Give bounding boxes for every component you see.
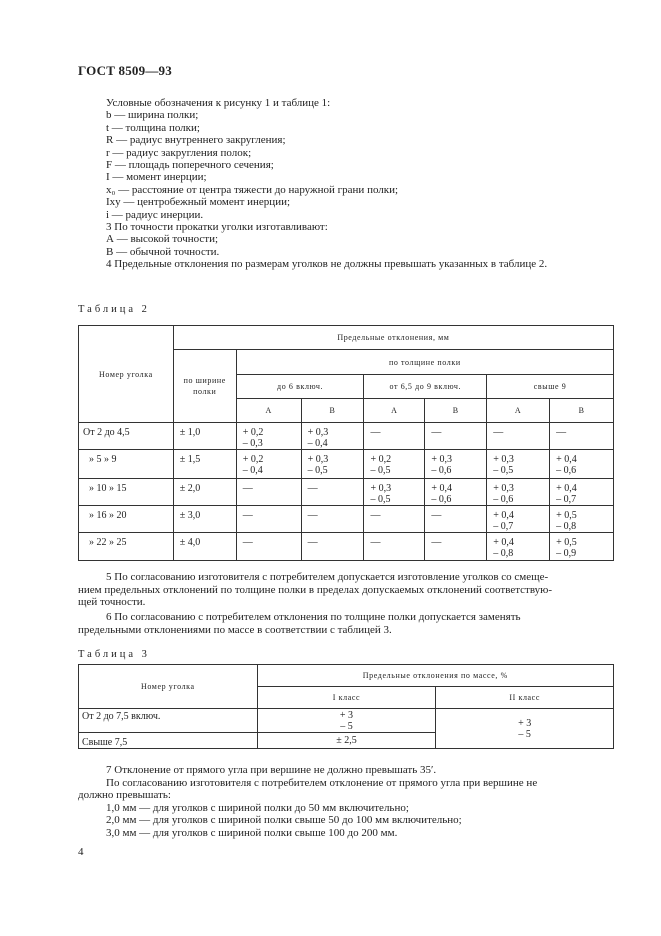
- tolerance-cell: [236, 506, 301, 533]
- tolerance-cell: [487, 423, 550, 450]
- tolerance-minus: – 5: [518, 728, 531, 740]
- tolerance-cell: [487, 533, 550, 561]
- tolerance-minus: – 0,3: [242, 438, 263, 449]
- tolerance-cell: [301, 533, 364, 561]
- table3-header-number: Номер уголка: [79, 665, 258, 709]
- table2-header-b: В: [301, 399, 364, 423]
- tolerance-cell: [425, 479, 487, 506]
- tolerance-minus: – 0,6: [493, 494, 514, 505]
- table2-header-group1: до 6 включ.: [236, 375, 364, 399]
- text-line: 6 По согласованию с потребителем отклонения по толщине полки допускается заменять: [106, 611, 521, 623]
- tolerance-minus: – 0,6: [431, 494, 452, 505]
- tolerance-minus: – 5: [340, 720, 353, 732]
- tolerance-plus: + 0,4: [431, 483, 452, 494]
- tolerance-plus: + 0,4: [556, 483, 577, 494]
- tolerance-cell: [301, 506, 364, 533]
- text-line: 2,0 мм — для уголков с шириной полки свыше 50 до 100 мм включительно;: [106, 814, 462, 827]
- table-row: [79, 533, 614, 561]
- tolerance-cell: [425, 423, 487, 450]
- tolerance-value: —: [431, 427, 442, 438]
- tolerance-cell: [364, 450, 425, 479]
- tolerance-plus: + 3: [339, 709, 354, 721]
- tolerance-plus: + 3: [518, 717, 532, 729]
- text-line: нием предельных отклонений по толщине полки в пределах допускаемых отклонений соответствую-: [78, 583, 553, 596]
- tolerance-plus: + 0,4: [493, 537, 514, 548]
- tolerance-value: —: [242, 537, 253, 548]
- angle-number-cell: Свыше 7,5: [79, 733, 258, 749]
- tolerance-value: —: [431, 537, 442, 548]
- table3-header-class1: I класс: [257, 687, 436, 709]
- tolerance-cell: [301, 450, 364, 479]
- tolerance-cell: [301, 423, 364, 450]
- tolerance-value: —: [493, 427, 504, 438]
- tolerance-plus: + 0,2: [242, 454, 264, 465]
- text-line: 1,0 мм — для уголков с шириной полки до 50 мм включительно;: [106, 801, 409, 814]
- tolerance-cell: [364, 506, 425, 533]
- text-line: щей точности.: [78, 596, 146, 609]
- tolerance-cell: [236, 479, 301, 506]
- table2-header-group2: от 6,5 до 9 включ.: [364, 375, 487, 399]
- tolerance-plus: + 0,2: [370, 454, 392, 465]
- tolerance-cell: [550, 423, 614, 450]
- tolerance-cell: [425, 533, 487, 561]
- legend-line: t — толщина полки;: [106, 121, 200, 134]
- tolerance-value: —: [370, 537, 381, 548]
- angle-number-cell: От 2 до 4,5: [79, 423, 174, 450]
- tolerance-plus: + 0,4: [556, 454, 577, 465]
- tolerance-cell: [487, 450, 550, 479]
- tolerance-cell: [550, 533, 614, 561]
- legend-line: 3 По точности прокатки уголки изготавливают:: [106, 221, 328, 234]
- paragraph-6: [78, 611, 614, 636]
- paragraph-7: [78, 764, 614, 840]
- tolerance-minus: – 0,8: [556, 521, 577, 532]
- tolerance-value: —: [370, 427, 381, 438]
- tolerance-value: —: [242, 510, 253, 521]
- tolerance-cell: [550, 506, 614, 533]
- tolerance-cell: [301, 479, 364, 506]
- page-number: 4: [78, 846, 84, 858]
- tolerance-cell: [364, 423, 425, 450]
- tolerance-cell: [425, 450, 487, 479]
- legend-line: R — радиус внутреннего закругления;: [106, 134, 286, 147]
- tolerance-minus: – 0,8: [493, 548, 514, 559]
- table3-header-limits: Предельные отклонения по массе, %: [257, 665, 613, 687]
- tolerance-plus: + 0,2: [242, 427, 264, 438]
- table2-caption: Таблица 2: [78, 304, 150, 315]
- legend-block: [106, 97, 547, 271]
- tolerance-cell: [364, 479, 425, 506]
- tolerance-cell: [236, 423, 301, 450]
- tolerance-plus: + 0,3: [493, 483, 514, 494]
- table2-header-b: В: [425, 399, 487, 423]
- tolerance-cell: [487, 506, 550, 533]
- table-row: [79, 709, 614, 733]
- mass-tolerance-cell: ± 2,5: [257, 733, 436, 749]
- legend-line: x₀ — расстояние от центра тяжести до наружной грани полки;: [106, 183, 399, 196]
- legend-line: I — момент инерции;: [106, 171, 207, 184]
- tolerance-minus: – 0,6: [431, 465, 452, 476]
- legend-line: F — площадь поперечного сечения;: [106, 159, 274, 172]
- tolerance-value: —: [370, 510, 381, 521]
- table2: [78, 325, 614, 561]
- tolerance-value: —: [556, 427, 567, 438]
- text-line: 3,0 мм — для уголков с шириной полки свыше 100 до 200 мм.: [106, 826, 398, 839]
- table2-header-a: А: [236, 399, 301, 423]
- table-row: [79, 479, 614, 506]
- mass-tolerance-cell: [436, 709, 614, 749]
- width-tolerance-cell: ± 4,0: [173, 533, 236, 561]
- document-header: ГОСТ 8509—93: [78, 63, 172, 78]
- tolerance-minus: – 0,4: [307, 438, 328, 449]
- table3-caption: Таблица 3: [78, 649, 150, 660]
- legend-line: Ixy — центробежный момент инерции;: [106, 196, 291, 209]
- table2-header-a: А: [487, 399, 550, 423]
- tolerance-plus: + 0,3: [493, 454, 514, 465]
- tolerance-minus: – 0,6: [556, 465, 577, 476]
- tolerance-value: —: [431, 510, 442, 521]
- angle-number-cell: » 10 » 15: [79, 479, 174, 506]
- table2-header-limits: Предельные отклонения, мм: [173, 326, 613, 350]
- tolerance-minus: – 0,7: [556, 494, 577, 505]
- tolerance-cell: [550, 450, 614, 479]
- tolerance-minus: – 0,5: [370, 494, 391, 505]
- tolerance-cell: [236, 533, 301, 561]
- table-row: [79, 423, 614, 450]
- tolerance-cell: [550, 479, 614, 506]
- width-tolerance-cell: ± 3,0: [173, 506, 236, 533]
- tolerance-minus: – 0,9: [556, 548, 577, 559]
- tolerance-value: —: [242, 483, 253, 494]
- angle-number-cell: От 2 до 7,5 включ.: [79, 709, 258, 733]
- tolerance-cell: [236, 450, 301, 479]
- legend-line: b — ширина полки;: [106, 109, 199, 122]
- tolerance-cell: [487, 479, 550, 506]
- paragraph-5: [78, 571, 614, 609]
- table2-header-group3: свыше 9: [487, 375, 614, 399]
- tolerance-minus: – 0,5: [370, 465, 391, 476]
- text-line: 7 Отклонение от прямого угла при вершине не должно превышать 35′.: [106, 764, 437, 776]
- tolerance-plus: + 0,5: [556, 537, 577, 548]
- tolerance-plus: + 0,5: [556, 510, 577, 521]
- legend-line: r — радиус закругления полок;: [106, 146, 252, 159]
- text-line: должно превышать:: [78, 789, 171, 802]
- text-line: предельными отклонениями по массе в соответствии с таблицей 3.: [78, 623, 392, 636]
- table-row: [79, 450, 614, 479]
- tolerance-minus: – 0,4: [242, 465, 263, 476]
- tolerance-minus: – 0,5: [493, 465, 514, 476]
- tolerance-value: —: [307, 483, 318, 494]
- table2-header-b: В: [550, 399, 614, 423]
- legend-line: 4 Предельные отклонения по размерам уголков не должны превышать указанных в таблице 2.: [106, 258, 548, 271]
- table2-header-a: А: [364, 399, 425, 423]
- table3-header-class2: II класс: [436, 687, 614, 709]
- tolerance-value: —: [307, 510, 318, 521]
- legend-line: i — радиус инерции.: [106, 208, 204, 221]
- legend-line: В — обычной точности.: [106, 245, 220, 258]
- tolerance-value: —: [307, 537, 318, 548]
- tolerance-plus: + 0,3: [431, 454, 452, 465]
- mass-tolerance-cell: [257, 709, 436, 733]
- tolerance-plus: + 0,4: [493, 510, 514, 521]
- tolerance-cell: [364, 533, 425, 561]
- table2-header-width: по ширине полки: [173, 350, 236, 423]
- legend-line: Условные обозначения к рисунку 1 и таблице 1:: [106, 97, 331, 109]
- table2-header-thickness: по толщине полки: [236, 350, 613, 375]
- width-tolerance-cell: ± 2,0: [173, 479, 236, 506]
- tolerance-plus: + 0,3: [307, 454, 329, 465]
- table-row: [79, 506, 614, 533]
- tolerance-minus: – 0,5: [307, 465, 328, 476]
- text-line: 5 По согласованию изготовителя с потребителем допускается изготовление уголков со смеще-: [106, 571, 549, 583]
- tolerance-plus: + 0,3: [370, 483, 392, 494]
- tolerance-minus: – 0,7: [493, 521, 514, 532]
- table3: [78, 664, 614, 749]
- angle-number-cell: » 22 » 25: [79, 533, 174, 561]
- angle-number-cell: » 16 » 20: [79, 506, 174, 533]
- table2-header-number: Номер уголка: [79, 326, 174, 423]
- angle-number-cell: » 5 » 9: [79, 450, 174, 479]
- tolerance-plus: + 0,3: [307, 427, 329, 438]
- text-line: По согласованию изготовителя с потребителем отклонение от прямого угла при вершине не: [106, 776, 538, 789]
- width-tolerance-cell: ± 1,5: [173, 450, 236, 479]
- legend-line: А — высокой точности;: [106, 233, 219, 246]
- tolerance-cell: [425, 506, 487, 533]
- width-tolerance-cell: ± 1,0: [173, 423, 236, 450]
